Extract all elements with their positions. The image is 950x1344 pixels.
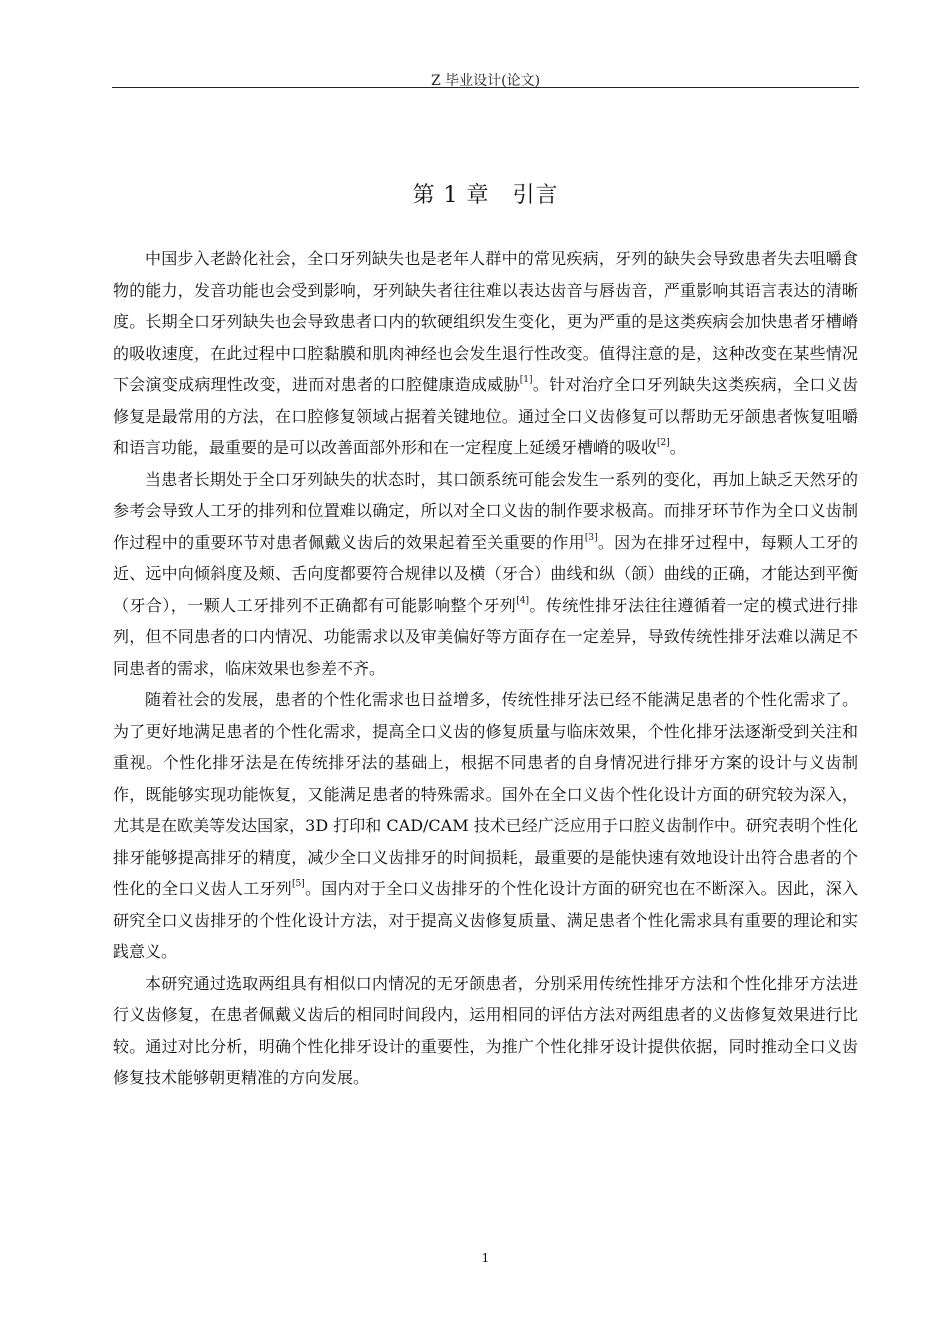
paragraph-text: 。传统性排牙法往往遵循着一定的模式进行排列，但不同患者的口内情况、功能需求以及审美偏好等方面存在一定差异，导致传统性排牙法难以满足不同患者的需求，临床效果也参差不齐。 — [113, 595, 858, 678]
paragraph-text: 当患者长期处于全口牙列缺失的状态时，其口颌系统可能会发生一系列的变化，再加上缺乏天然牙的参考会导致人工牙的排列和位置难以确定，所以对全口义齿的制作要求极高。而排牙环节作为全口义齿制作过程中的重要环节对患者佩戴义齿后的效果起着至关重要的作用 — [113, 469, 858, 552]
paragraph-text: 随着社会的发展，患者的个性化需求也日益增多，传统性排牙法已经不能满足患者的个性化需求了。为了更好地满足患者的个性化需求，提高全口义齿的修复质量与临床效果，个性化排牙法逐渐受到关注和重视。个性化排牙法是在传统排牙法的基础上，根据不同患者的自身情况进行排牙方案的设计与义齿制作，既能够实现功能恢复，又能满足患者的特殊需求。国外在全口义齿个性化设计方面的研究较为深入，尤其是在欧美等发达国家，3D 打印和 CAD/CAM 技术已经广泛应用于口腔义齿制作中。研究表明个性化排牙能够提高排牙的精度，减少全口义齿排牙的时间损耗，最重要的是能快速有效地设计出符合患者的个性化的全口义齿人工牙列 — [113, 690, 858, 898]
chapter-title: 第 1 章 引言 — [412, 183, 559, 208]
paragraph-text: 。 — [669, 438, 686, 457]
paragraph-1 — [113, 243, 858, 464]
paragraph-text: 。国内对于全口义齿排牙的个性化设计方面的研究也在不断深入。因此，深入研究全口义齿排牙的个性化设计方法，对于提高义齿修复质量、满足患者个性化需求具有重要的理论和实践意义。 — [113, 879, 858, 961]
paragraph-text: 中国步入老龄化社会，全口牙列缺失也是老年人群中的常见疾病，牙列的缺失会导致患者失去咀嚼食物的能力，发音功能也会受到影响，牙列缺失者往往难以表达齿音与唇齿音，严重影响其语言表达的清晰度。长期全口牙列缺失也会导致患者口内的软硬组织发生变化，更为严重的是这类疾病会加快患者牙槽嵴的吸收速度，在此过程中口腔黏膜和肌肉神经也会发生退行性改变。值得注意的是，这种改变在某些情况下会演变成病理性改变，进而对患者的口腔健康造成威胁 — [113, 249, 858, 394]
citation-ref[interactable]: [3] — [584, 532, 598, 543]
header-rule — [112, 87, 859, 88]
page-number: 1 — [481, 1251, 490, 1265]
paragraph-text: 本研究通过选取两组具有相似口内情况的无牙颌患者，分别采用传统性排牙方法和个性化排牙方法进行义齿修复，在患者佩戴义齿后的相同时间段内，运用相同的评估方法对两组患者的义齿修复效果进行比较。通过对比分析，明确个性化排牙设计的重要性，为推广个性化排牙设计提供依据，同时推动全口义齿修复技术能够朝更精准的方向发展。 — [113, 973, 858, 1087]
citation-ref[interactable]: [4] — [516, 595, 529, 606]
body-text — [113, 243, 858, 1094]
citation-ref[interactable]: [5] — [292, 879, 305, 889]
paragraph-text: 。因为在排牙过程中，每颗人工牙的近、远中向倾斜度及颊、舌向度都要符合规律以及横（牙合）曲线和纵（颌）曲线的正确，才能达到平衡（牙合），一颗人工牙排列不正确都有可能影响整个牙列 — [113, 532, 858, 615]
citation-ref[interactable]: [1] — [519, 375, 533, 385]
paragraph-4 — [113, 968, 858, 1094]
paragraph-text: 。针对治疗全口牙列缺失这类疾病，全口义齿修复是最常用的方法，在口腔修复领域占据着关键地位。通过全口义齿修复可以帮助无牙颌患者恢复咀嚼和语言功能，最重要的是可以改善面部外形和在一定程度上延缓牙槽嵴的吸收 — [113, 375, 858, 457]
paragraph-2 — [113, 464, 858, 685]
citation-ref[interactable]: [2] — [657, 438, 670, 448]
paragraph-3 — [113, 684, 858, 968]
page-header: Z 毕业设计(论文) — [430, 73, 541, 89]
